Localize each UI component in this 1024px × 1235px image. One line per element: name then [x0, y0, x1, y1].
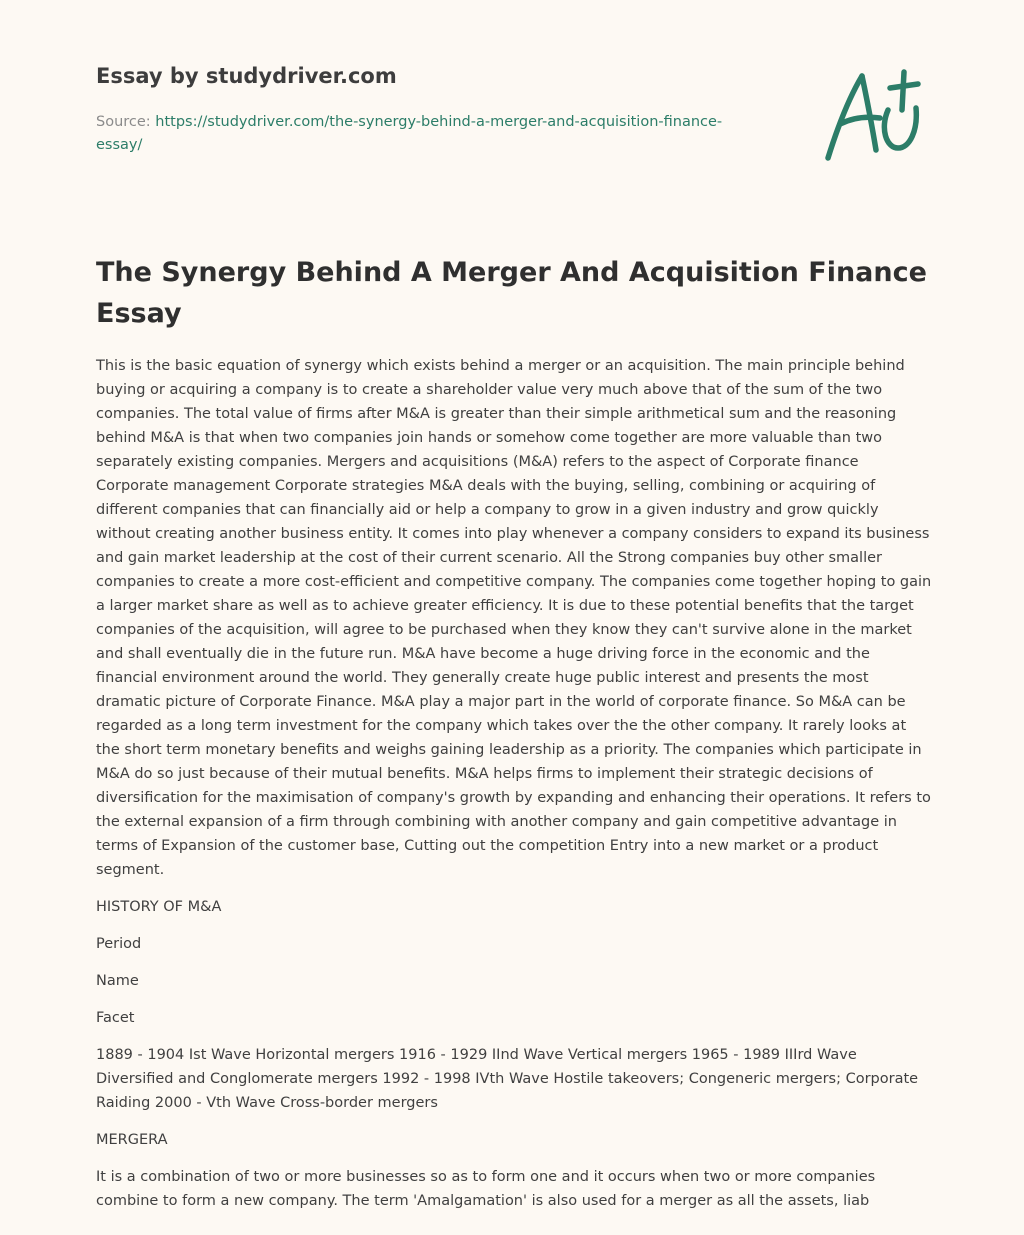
source-link[interactable]: https://studydriver.com/the-synergy-behind-a-merger-and-acquisition-finance-essay/: [96, 114, 723, 153]
intro-paragraph: This is the basic equation of synergy which exists behind a merger or an acquisition. The main principle behind buying or acquiring a company is to create a shareholder value very much above that of the sum of the two companies. The total value of firms after M&A is greater than their simple arithmetical sum and the reasoning behind M&A is that when two companies join hands or somehow come together are more valuable than two separately existing companies. Mergers and acquisitions (M&A) refers to the aspect of Corporate finance Corporate management Corporate strategies M&A deals with the buying, selling, combining or acquiring of different companies that can financially aid or help a company to grow in a given industry and grow quickly without creating another business entity. It comes into play whenever a company considers to expand its business and gain market leadership at the cost of their current scenario. All the Strong companies buy other smaller companies to create a more cost-efficient and competitive company. The companies come together hoping to gain a larger market share as well as to achieve greater efficiency. It is due to these potential benefits that the target companies of the acquisition, will agree to be purchased when they know they can't survive alone in the market and shall eventually die in the future run. M&A have become a huge driving force in the economic and the financial environment around the world. They generally create huge public interest and presents the most dramatic picture of Corporate Finance. M&A play a major part in the world of corporate finance. So M&A can be regarded as a long term investment for the company which takes over the the other company. It rarely looks at the short term monetary benefits and weighs gaining leadership as a priority. The companies which participate in M&A do so just because of their mutual benefits. M&A helps firms to implement their strategic decisions of diversification for the maximisation of company's growth by expanding and enhancing their operations. It refers to the external expansion of a firm through combining with another company and gain competitive advantage in terms of Expansion of the customer base, Cutting out the competition Entry into a new market or a product segment.: [96, 358, 932, 878]
essay-title: The Synergy Behind A Merger And Acquisition Finance Essay: [96, 257, 927, 329]
table-column-facet: Facet: [96, 1010, 135, 1026]
a-plus-grade-icon: [818, 66, 930, 166]
table-column-name: Name: [96, 973, 139, 989]
merger-paragraph: It is a combination of two or more businesses so as to form one and it occurs when two or more companies combine to form a new company. The term 'Amalgamation' is also used for a merger as all the assets, liab: [96, 1169, 876, 1209]
source-line: [96, 111, 756, 157]
source-label: Source:: [96, 114, 156, 130]
history-heading: HISTORY OF M&A: [96, 899, 222, 915]
history-paragraph: 1889 - 1904 Ist Wave Horizontal mergers 1916 - 1929 IInd Wave Vertical mergers 1965 - 1989 IIIrd Wave Diversified and Conglomerate mergers 1992 - 1998 IVth Wave Hostile takeovers; Congeneric mergers; Corporate Raiding 2000 - Vth Wave Cross-border mergers: [96, 1047, 919, 1111]
table-column-period: Period: [96, 936, 142, 952]
essay-body: [96, 354, 932, 1226]
site-brand: Essay by studydriver.com: [96, 64, 397, 88]
merger-heading: MERGERA: [96, 1132, 168, 1148]
